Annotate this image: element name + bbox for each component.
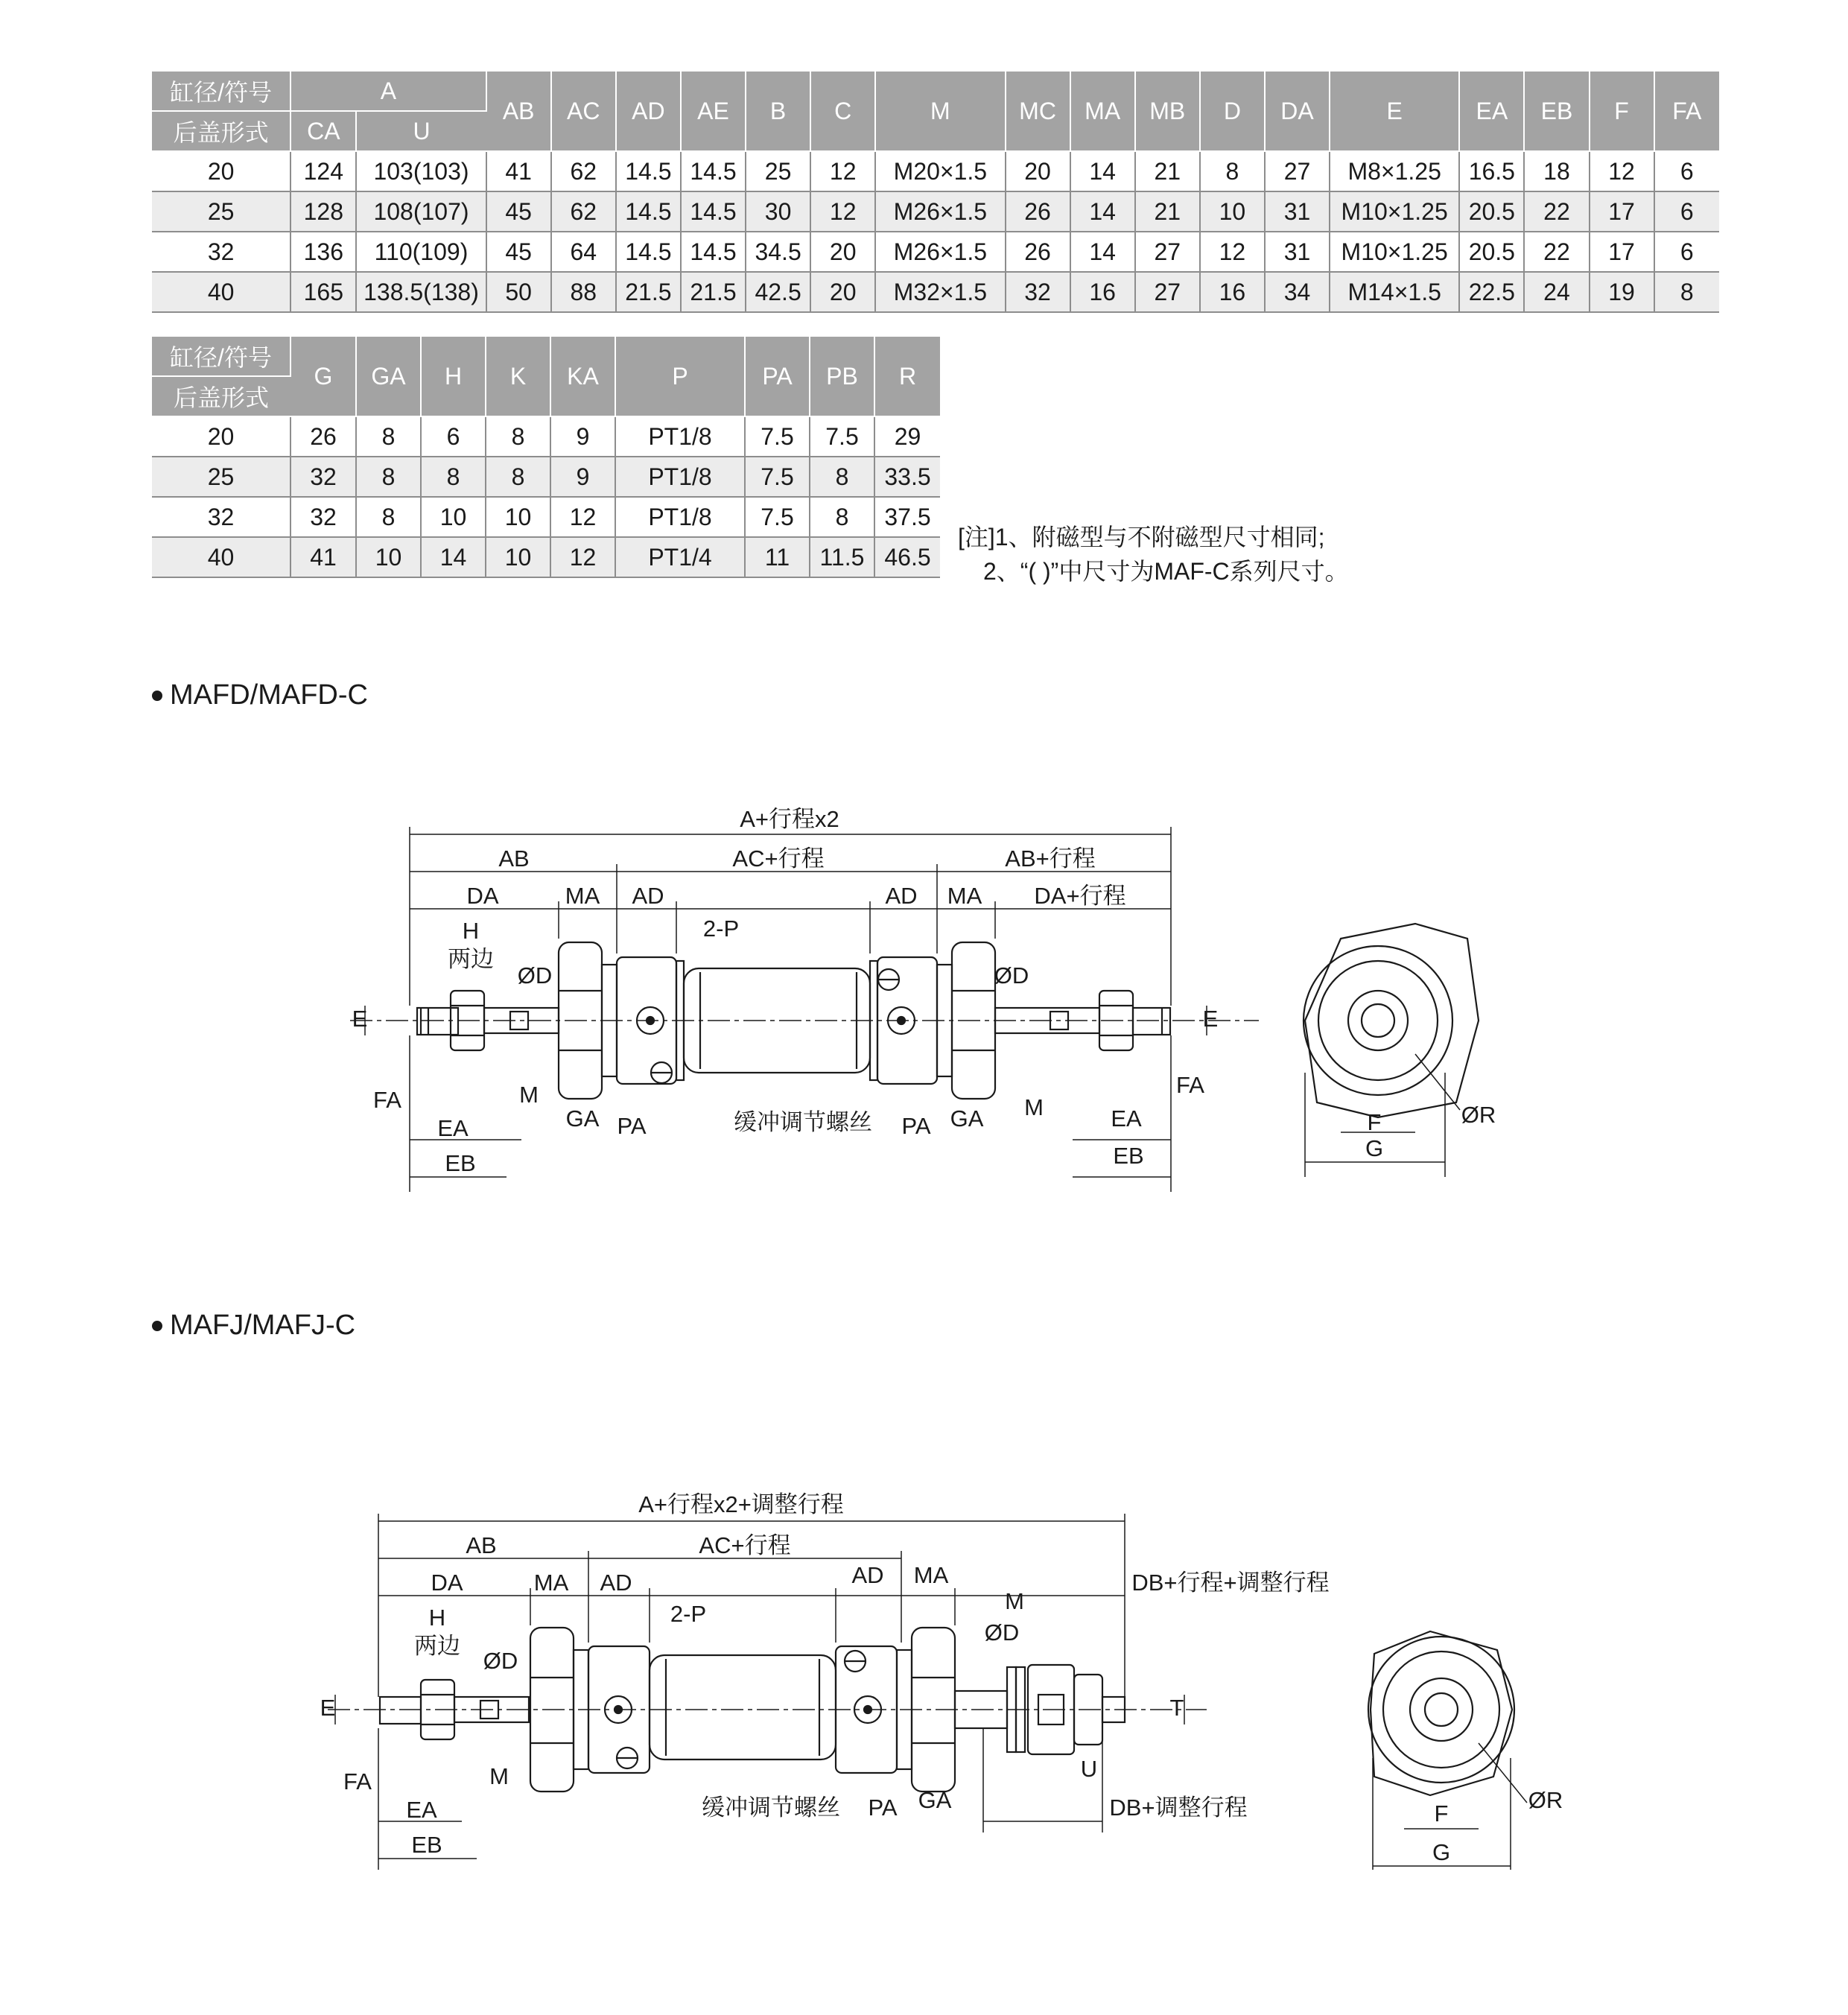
label-ab: AB	[498, 845, 530, 872]
table-cell: 9	[550, 457, 615, 497]
table-cell: 50	[486, 272, 551, 312]
section-mafd	[152, 679, 368, 711]
col-header: E	[1330, 72, 1459, 151]
table-cell: 16	[1070, 272, 1135, 312]
table-cell: 16.5	[1459, 151, 1524, 191]
table-row	[152, 457, 940, 497]
table-cell: M26×1.5	[875, 191, 1005, 232]
label-da: DA	[466, 883, 499, 909]
label-ga-right: GA	[950, 1105, 984, 1132]
label-ga: GA	[918, 1787, 952, 1813]
table-cell: 7.5	[745, 457, 810, 497]
col-header: AD	[616, 72, 681, 151]
label-phi-d-right: ØD	[984, 1619, 1020, 1646]
table-cell: 26	[290, 416, 356, 457]
table-cell: 26	[1006, 191, 1070, 232]
table-cell: 17	[1590, 191, 1654, 232]
table-row	[152, 232, 1719, 272]
note-line: 2、“( )”中尺寸为MAF-C系列尺寸。	[983, 558, 1349, 585]
table-cell: 29	[874, 416, 940, 457]
label-cushion: 缓冲调节螺丝	[734, 1109, 872, 1135]
table-cell: 12	[810, 191, 875, 232]
table-cell: 10	[486, 497, 550, 537]
label-da-stroke: DA+行程	[1034, 883, 1126, 909]
table-cell: 31	[1265, 191, 1330, 232]
table-row	[152, 416, 940, 457]
table-cell: 21	[1135, 191, 1200, 232]
table-cell: 10	[421, 497, 486, 537]
label-ab-stroke: AB+行程	[1005, 845, 1096, 872]
col-header: B	[746, 72, 810, 151]
table-cell: 8	[810, 457, 874, 497]
table-cell: 6	[1654, 151, 1719, 191]
label-eb: EB	[445, 1150, 476, 1176]
label-ad: AD	[600, 1570, 632, 1596]
col-header: D	[1200, 72, 1265, 151]
table-cell: 21	[1135, 151, 1200, 191]
label-e: E	[320, 1695, 336, 1721]
col-header: CA	[290, 111, 356, 151]
table-cell: 27	[1265, 151, 1330, 191]
table-cell: M8×1.25	[1330, 151, 1459, 191]
table-cell: 41	[290, 537, 356, 577]
table-cell: 27	[1135, 272, 1200, 312]
col-header: EA	[1459, 72, 1524, 151]
table-cell: 24	[1524, 272, 1589, 312]
group-a-header: A	[290, 72, 486, 111]
col-header: P	[615, 337, 745, 416]
table-cell: 20.5	[1459, 191, 1524, 232]
table-cell: 10	[1200, 191, 1265, 232]
label-ea: EA	[437, 1115, 469, 1141]
table-row	[152, 272, 1719, 312]
mount-header: 后盖形式	[152, 111, 290, 151]
table-cell: 14	[1070, 151, 1135, 191]
dimension-table-2	[152, 337, 940, 578]
table-row	[152, 151, 1719, 191]
label-overall: A+行程x2+调整行程	[638, 1491, 844, 1517]
table-cell: 128	[290, 191, 356, 232]
table-cell: 20	[810, 272, 875, 312]
table-cell: 6	[1654, 232, 1719, 272]
label-ma: MA	[533, 1570, 569, 1596]
table-cell: 12	[810, 151, 875, 191]
table-cell: 7.5	[745, 497, 810, 537]
section-mafj	[152, 1310, 355, 1342]
label-ma: MA	[565, 883, 600, 909]
label-g: G	[1365, 1135, 1384, 1161]
table-row	[152, 191, 1719, 232]
col-header: U	[356, 111, 486, 151]
table-cell: 33.5	[874, 457, 940, 497]
col-header: AC	[551, 72, 616, 151]
table-cell: PT1/8	[615, 497, 745, 537]
col-header: MC	[1006, 72, 1070, 151]
table-cell: 8	[1200, 151, 1265, 191]
table-cell: 20.5	[1459, 232, 1524, 272]
table-cell: 6	[421, 416, 486, 457]
table-cell: 22	[1524, 191, 1589, 232]
col-header: KA	[550, 337, 615, 416]
label-fa: FA	[373, 1087, 401, 1113]
table-cell: 14.5	[681, 151, 746, 191]
label-t: T	[1169, 1695, 1184, 1721]
table-cell: 41	[486, 151, 551, 191]
label-ad-right: AD	[851, 1562, 884, 1588]
mafj-drawing	[0, 1482, 1848, 1900]
table-cell: 8	[356, 416, 421, 457]
table-cell: 8	[486, 416, 550, 457]
table-cell: 20	[152, 151, 290, 191]
col-header: K	[486, 337, 550, 416]
label-m: M	[489, 1763, 509, 1789]
dimension-table-1	[152, 72, 1719, 313]
label-h: H	[428, 1605, 446, 1631]
table-cell: 20	[1006, 151, 1070, 191]
label-fa: FA	[343, 1768, 372, 1795]
label-phi-d-right: ØD	[994, 962, 1029, 989]
table-cell: 7.5	[745, 416, 810, 457]
label-f: F	[1367, 1109, 1382, 1135]
table-cell: 8	[810, 497, 874, 537]
table-cell: 136	[290, 232, 356, 272]
table-cell: 31	[1265, 232, 1330, 272]
label-m: M	[519, 1082, 539, 1108]
table-cell: 25	[746, 151, 810, 191]
label-u: U	[1080, 1756, 1098, 1782]
bore-header: 缸径/符号	[152, 337, 290, 376]
table-cell: 12	[550, 537, 615, 577]
table-cell: 138.5(138)	[356, 272, 486, 312]
label-eb: EB	[411, 1832, 442, 1858]
table-cell: 103(103)	[356, 151, 486, 191]
label-pa: PA	[868, 1795, 898, 1821]
table-cell: 27	[1135, 232, 1200, 272]
label-m-right: M	[1024, 1094, 1044, 1120]
label-eb-right: EB	[1113, 1143, 1144, 1169]
label-two-sides: 两边	[448, 946, 494, 972]
table-cell: 124	[290, 151, 356, 191]
label-ad: AD	[632, 883, 664, 909]
table-cell: 10	[356, 537, 421, 577]
col-header: R	[874, 337, 940, 416]
table-cell: 14.5	[681, 191, 746, 232]
label-g: G	[1432, 1839, 1451, 1865]
label-db-adj: DB+调整行程	[1109, 1795, 1248, 1821]
table-cell: 34.5	[746, 232, 810, 272]
label-ad-right: AD	[885, 883, 918, 909]
col-header: F	[1590, 72, 1654, 151]
table-cell: 32	[152, 497, 290, 537]
table-row	[152, 497, 940, 537]
col-header: H	[421, 337, 486, 416]
label-db-full: DB+行程+调整行程	[1131, 1570, 1330, 1596]
table-cell: 18	[1524, 151, 1589, 191]
label-fa-right: FA	[1176, 1072, 1204, 1098]
table-cell: 62	[551, 191, 616, 232]
table-cell: 46.5	[874, 537, 940, 577]
mafd-drawing	[0, 790, 1848, 1207]
table-cell: 108(107)	[356, 191, 486, 232]
label-h: H	[462, 918, 480, 944]
table-cell: PT1/8	[615, 457, 745, 497]
label-e: E	[352, 1006, 368, 1032]
table-cell: 6	[1654, 191, 1719, 232]
section-title: MAFD/MAFD-C	[170, 679, 368, 711]
label-ac: AC+行程	[732, 845, 825, 872]
table-cell: 12	[1590, 151, 1654, 191]
col-header: C	[810, 72, 875, 151]
mount-header: 后盖形式	[152, 376, 290, 416]
table-cell: M26×1.5	[875, 232, 1005, 272]
table-cell: 19	[1590, 272, 1654, 312]
table-cell: 8	[356, 497, 421, 537]
table-cell: 30	[746, 191, 810, 232]
table-cell: 22.5	[1459, 272, 1524, 312]
table-cell: 9	[550, 416, 615, 457]
label-m-right: M	[1005, 1588, 1024, 1614]
table-cell: 20	[152, 416, 290, 457]
table-cell: 11.5	[810, 537, 874, 577]
col-header: PA	[745, 337, 810, 416]
table-cell: 16	[1200, 272, 1265, 312]
table-cell: 14	[1070, 232, 1135, 272]
table-cell: 12	[1200, 232, 1265, 272]
table-row	[152, 537, 940, 577]
table-cell: 32	[1006, 272, 1070, 312]
table-cell: 32	[290, 497, 356, 537]
table-cell: 14.5	[616, 191, 681, 232]
table-cell: 20	[810, 232, 875, 272]
bullet-icon	[152, 1321, 162, 1331]
label-ma-right: MA	[913, 1562, 949, 1588]
col-header: AE	[681, 72, 746, 151]
table-cell: 62	[551, 151, 616, 191]
col-header: GA	[356, 337, 421, 416]
label-ac: AC+行程	[699, 1532, 791, 1558]
col-header: M	[875, 72, 1005, 151]
table-cell: M10×1.25	[1330, 232, 1459, 272]
label-f: F	[1434, 1800, 1449, 1827]
col-header: PB	[810, 337, 874, 416]
table-cell: 34	[1265, 272, 1330, 312]
table-cell: 25	[152, 457, 290, 497]
label-cushion: 缓冲调节螺丝	[702, 1795, 840, 1821]
table-cell: 40	[152, 272, 290, 312]
col-header: MA	[1070, 72, 1135, 151]
label-phi-r: ØR	[1528, 1787, 1563, 1813]
label-ea-right: EA	[1111, 1105, 1142, 1132]
table-cell: 42.5	[746, 272, 810, 312]
col-header: AB	[486, 72, 551, 151]
note-line: [注]1、附磁型与不附磁型尺寸相同;	[958, 524, 1325, 550]
table-cell: M20×1.5	[875, 151, 1005, 191]
table-cell: 14	[421, 537, 486, 577]
label-ab: AB	[466, 1532, 497, 1558]
table-cell: PT1/8	[615, 416, 745, 457]
label-port: 2-P	[702, 916, 740, 942]
col-header: MB	[1135, 72, 1200, 151]
label-phi-d: ØD	[517, 962, 553, 989]
table-cell: PT1/4	[615, 537, 745, 577]
table-cell: 8	[1654, 272, 1719, 312]
table-cell: 8	[356, 457, 421, 497]
label-phi-r: ØR	[1461, 1102, 1496, 1128]
label-da: DA	[431, 1570, 463, 1596]
bore-header: 缸径/符号	[152, 72, 290, 111]
table-cell: 32	[152, 232, 290, 272]
table-cell: 11	[745, 537, 810, 577]
table-cell: 25	[152, 191, 290, 232]
table-cell: M14×1.5	[1330, 272, 1459, 312]
bullet-icon	[152, 691, 162, 701]
table-cell: 14	[1070, 191, 1135, 232]
table-cell: 37.5	[874, 497, 940, 537]
table-cell: 88	[551, 272, 616, 312]
label-e-right: E	[1202, 1006, 1219, 1032]
label-ga: GA	[565, 1105, 600, 1132]
notes	[958, 520, 1349, 588]
col-header: FA	[1654, 72, 1719, 151]
table-cell: 14.5	[616, 151, 681, 191]
label-port: 2-P	[670, 1601, 707, 1627]
table-cell: 64	[551, 232, 616, 272]
table-cell: 32	[290, 457, 356, 497]
table-cell: 45	[486, 232, 551, 272]
table-cell: 7.5	[810, 416, 874, 457]
label-ea: EA	[406, 1797, 437, 1823]
label-pa-right: PA	[901, 1113, 931, 1139]
table-cell: 40	[152, 537, 290, 577]
table-cell: 8	[421, 457, 486, 497]
table-cell: 8	[486, 457, 550, 497]
table-cell: 45	[486, 191, 551, 232]
table-cell: 21.5	[616, 272, 681, 312]
col-header: EB	[1524, 72, 1589, 151]
label-overall: A+行程x2	[740, 806, 839, 832]
table-cell: 110(109)	[356, 232, 486, 272]
table-cell: 14.5	[681, 232, 746, 272]
col-header: G	[290, 337, 356, 416]
table-cell: 22	[1524, 232, 1589, 272]
table-cell: 165	[290, 272, 356, 312]
table-cell: M32×1.5	[875, 272, 1005, 312]
table-cell: 10	[486, 537, 550, 577]
section-title: MAFJ/MAFJ-C	[170, 1310, 356, 1341]
table-cell: 17	[1590, 232, 1654, 272]
table-cell: 21.5	[681, 272, 746, 312]
table-cell: 14.5	[616, 232, 681, 272]
col-header: DA	[1265, 72, 1330, 151]
table-cell: 12	[550, 497, 615, 537]
label-two-sides: 两边	[414, 1633, 460, 1659]
label-phi-d: ØD	[483, 1648, 518, 1674]
table-cell: M10×1.25	[1330, 191, 1459, 232]
label-ma-right: MA	[947, 883, 982, 909]
label-pa: PA	[617, 1113, 647, 1139]
table-cell: 26	[1006, 232, 1070, 272]
